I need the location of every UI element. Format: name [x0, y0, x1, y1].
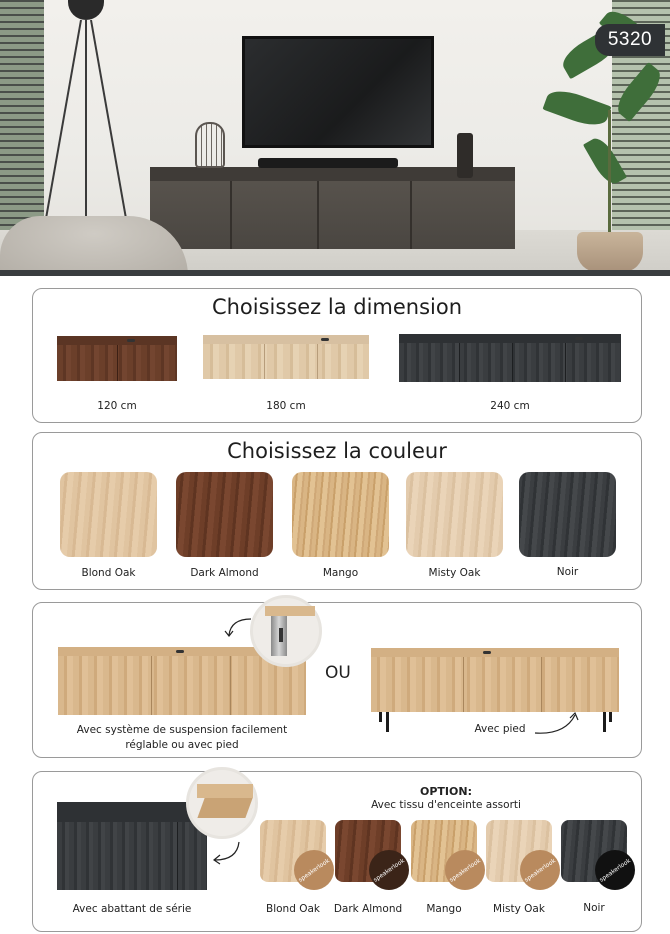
color-title: Choisissez la couleur — [227, 439, 447, 463]
flap-door-icon — [197, 798, 252, 818]
option-title: OPTION: — [420, 785, 472, 798]
soundbar — [258, 158, 398, 168]
floor-lamp-leg — [45, 20, 82, 217]
mounting-panel — [32, 602, 642, 758]
sofa — [0, 216, 188, 276]
swatch-label: Noir — [556, 566, 579, 578]
speakerlook-seal: speakerlook — [369, 850, 409, 890]
bracket-zoom-circle — [250, 595, 322, 667]
plant-pot — [577, 232, 643, 272]
swatch-label: Mango — [322, 567, 359, 579]
flap-zoom-circle — [186, 767, 258, 839]
fabric-label: Misty Oak — [493, 903, 545, 915]
curved-arrow-icon — [209, 840, 243, 864]
wall-mount-caption: Avec système de suspension facilement réglable ou avec pied — [76, 724, 288, 751]
decor-lantern — [195, 122, 225, 168]
cabinet-leg — [609, 712, 612, 722]
or-separator: OU — [325, 663, 351, 683]
model-number-badge: 5320 — [595, 24, 665, 56]
option-panel — [32, 771, 642, 932]
dimension-panel — [32, 288, 642, 423]
decor-vase — [457, 133, 473, 178]
speakerlook-seal: speakerlook — [294, 850, 334, 890]
legged-cabinet — [371, 648, 619, 712]
speakerlook-seal: speakerlook — [595, 850, 635, 890]
hero-bottom-strip — [0, 270, 670, 276]
cabinet-leg — [386, 712, 389, 732]
speakerlook-seal: speakerlook — [445, 850, 485, 890]
fabric-label: Noir — [583, 902, 605, 914]
dimension-title: Choisissez la dimension — [211, 295, 463, 319]
legs-caption: Avec pied — [474, 723, 526, 735]
cabinet-240cm[interactable] — [399, 334, 621, 382]
cabinet-leg — [603, 712, 606, 732]
hero-photo — [0, 0, 670, 276]
window-blinds-left — [0, 0, 44, 240]
swatch-noir[interactable] — [519, 472, 616, 557]
option-subtitle: Avec tissu d'enceinte assorti — [371, 799, 521, 811]
color-panel — [32, 432, 642, 590]
floor-lamp-leg — [90, 20, 127, 217]
flap-caption: Avec abattant de série — [72, 903, 192, 915]
fabric-label: Dark Almond — [333, 903, 403, 915]
swatch-mango[interactable] — [292, 472, 389, 557]
fabric-noir[interactable] — [561, 820, 632, 884]
cabinet-120cm[interactable] — [57, 336, 177, 381]
size-label-240: 240 cm — [490, 400, 530, 412]
cabinet-leg — [379, 712, 382, 722]
curved-arrow-icon — [533, 711, 579, 737]
floor-lamp-shade — [68, 0, 104, 20]
plant-stem — [608, 110, 611, 235]
cabinet-180cm[interactable] — [203, 335, 369, 379]
swatch-label: Misty Oak — [428, 567, 481, 579]
speakerlook-seal: speakerlook — [520, 850, 560, 890]
swatch-label: Dark Almond — [190, 567, 259, 579]
floor-lamp-leg — [85, 20, 87, 220]
swatch-dark-almond[interactable] — [176, 472, 273, 557]
wall-tv — [242, 36, 434, 148]
fabric-misty-oak[interactable] — [486, 820, 557, 884]
fabric-dark-almond[interactable] — [335, 820, 406, 884]
fabric-label: Mango — [426, 903, 462, 915]
size-label-120: 120 cm — [97, 400, 137, 412]
curved-arrow-icon — [223, 615, 253, 639]
size-label-180: 180 cm — [266, 400, 306, 412]
hero-tv-cabinet — [150, 167, 515, 249]
swatch-blond-oak[interactable] — [60, 472, 157, 557]
fabric-blond-oak[interactable] — [260, 820, 331, 884]
flap-cabinet — [57, 802, 207, 890]
plant-leaf — [542, 85, 611, 131]
fabric-mango[interactable] — [411, 820, 482, 884]
fabric-label: Blond Oak — [266, 903, 320, 915]
swatch-misty-oak[interactable] — [406, 472, 503, 557]
swatch-label: Blond Oak — [81, 567, 136, 579]
